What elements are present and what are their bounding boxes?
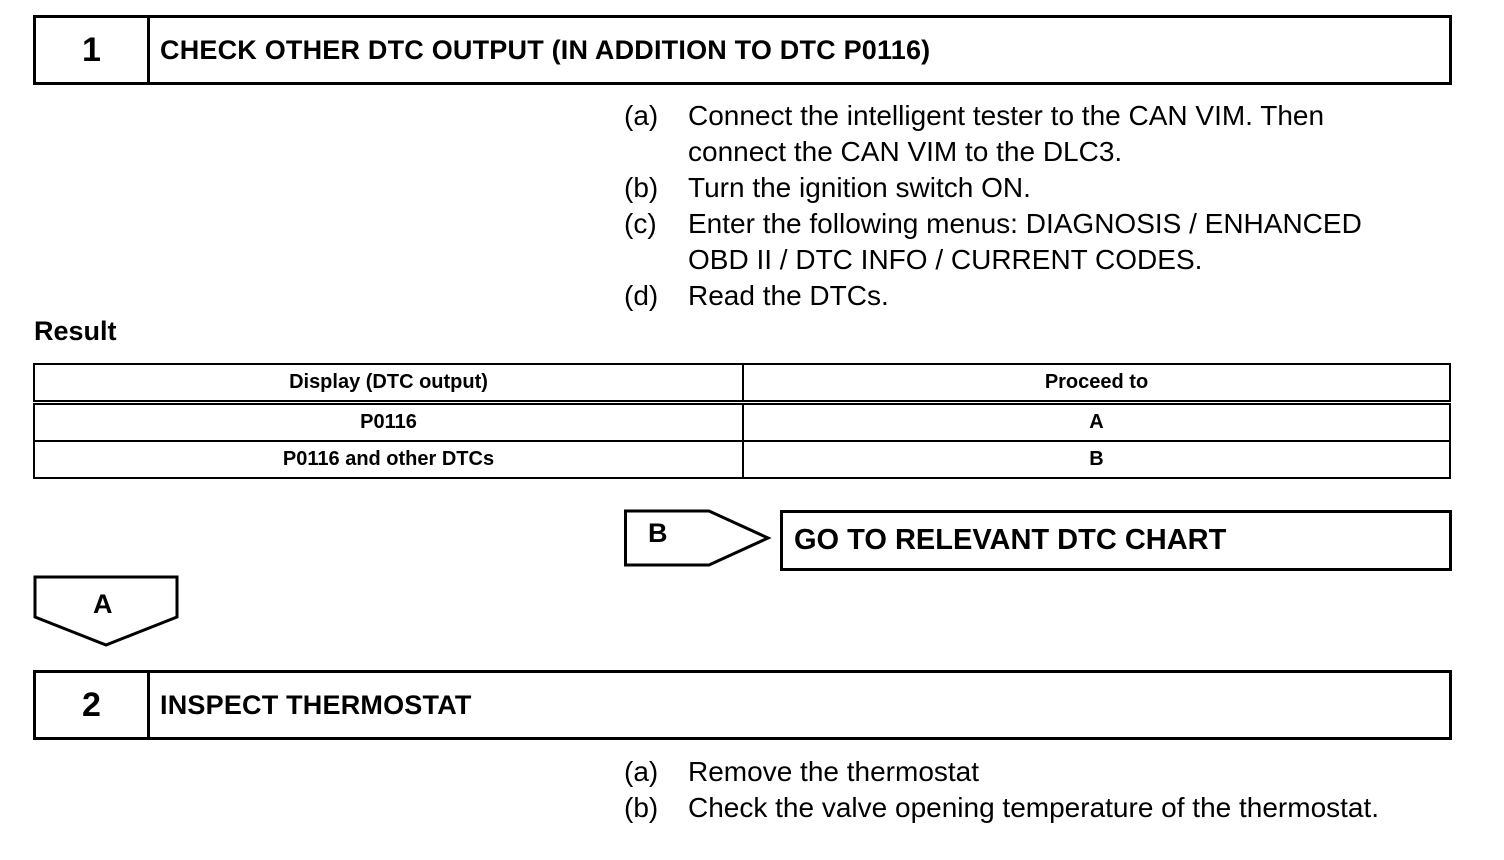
cell-proceed: B [743,441,1450,478]
table-row [34,403,1450,442]
substep-line: OBD II / DTC INFO / CURRENT CODES. [688,244,1203,275]
substep-text [688,170,1454,206]
table-header-row [34,364,1450,403]
cell-display: P0116 [34,403,743,442]
substep-label: (b) [624,172,659,203]
step-1-substep-c [624,206,1454,278]
step-2-substep-a [624,754,1454,790]
substep-text [688,754,1454,790]
substep-label: (a) [624,756,659,787]
step-2-instructions [624,754,1454,826]
step-2-title: INSPECT THERMOSTAT [160,689,472,720]
step-1-number: 1 [36,18,150,82]
substep-line: Check the valve opening temperature of the thermostat. [688,792,1380,823]
substep-line: Remove the thermostat [688,756,980,787]
step-1-title: CHECK OTHER DTC OUTPUT (IN ADDITION TO DTC P0116) [160,34,931,65]
substep-text [688,790,1454,826]
substep-line: Read the DTCs. [688,280,889,311]
substep-label: (d) [624,280,659,311]
substep-line: Turn the ignition switch ON. [688,172,1031,203]
substep-line: Connect the intelligent tester to the CAN VIM. Then [688,100,1325,131]
branch-b-arrow-icon [624,509,774,567]
step-2-number: 2 [36,673,150,737]
step-1-substep-b [624,170,1454,206]
branch-a-letter: A [93,589,113,619]
substep-label: (b) [624,792,659,823]
header-proceed: Proceed to [743,364,1450,403]
substep-label: (a) [624,100,659,131]
step-1-substep-d [624,278,1454,314]
substep-line: Enter the following menus: DIAGNOSIS / ENHANCED [688,208,1362,239]
table-row [34,441,1450,478]
step-1-instructions [624,98,1454,314]
step-1-substep-a [624,98,1454,170]
cell-proceed: A [743,403,1450,442]
substep-text [688,98,1454,170]
substep-line: connect the CAN VIM to the DLC3. [688,136,1123,167]
goto-dtc-chart-box: GO TO RELEVANT DTC CHART [780,510,1452,571]
header-display: Display (DTC output) [34,364,743,403]
substep-text [688,206,1454,278]
result-label: Result [34,316,117,346]
branch-b-letter: B [648,518,668,548]
substep-text [688,278,1454,314]
result-table [33,363,1451,479]
step-1-header [33,15,1452,85]
substep-label: (c) [624,208,657,239]
step-2-header [33,670,1452,740]
step-2-substep-b [624,790,1454,826]
cell-display: P0116 and other DTCs [34,441,743,478]
